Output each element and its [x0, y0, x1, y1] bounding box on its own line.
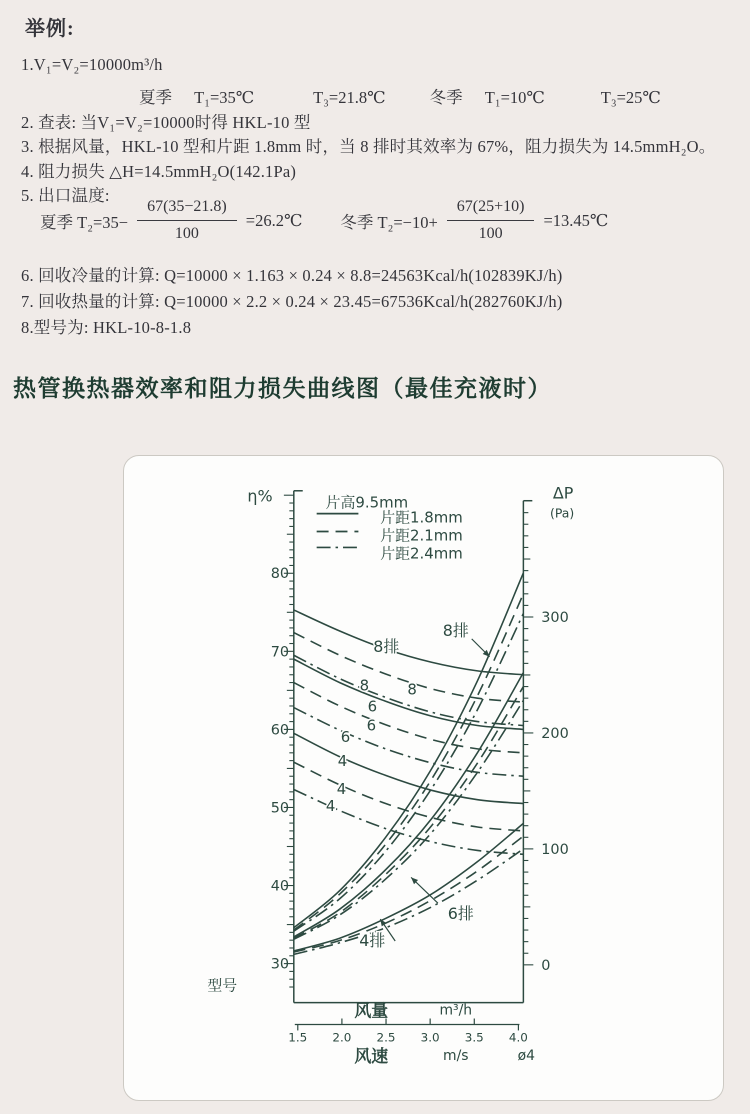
svg-text:η%: η%: [247, 486, 273, 506]
svg-text:6: 6: [366, 716, 377, 735]
summer-fraction-denominator: 100: [174, 225, 199, 242]
example-line-7: 7. 回收热量的计算: Q=10000 × 2.2 × 0.24 × 23.45=67536Kcal/h(282760KJ/h): [21, 292, 563, 311]
svg-text:风量: 风量: [354, 1000, 389, 1021]
season-label-summer: 夏季: [139, 88, 172, 107]
svg-text:ø4: ø4: [517, 1048, 536, 1065]
winter-t1: T₁=10℃: [484, 88, 545, 107]
winter-t3: T₃=25℃: [600, 88, 661, 107]
svg-text:2.0: 2.0: [332, 1030, 352, 1045]
efficiency-pressure-chart: [124, 456, 723, 1100]
example-line-3: 3. 根据风量，HKL-10 型和片距 1.8mm 时，当 8 排时其效率为 67%，阻力损失为 14.5mmH₂O。: [21, 137, 716, 156]
season-label-winter: 冬季: [429, 88, 463, 107]
svg-text:0: 0: [541, 957, 551, 974]
season-temperature-row: [139, 84, 661, 108]
svg-text:3.5: 3.5: [464, 1030, 484, 1045]
example-line-8: 8.型号为: HKL-10-8-1.8: [21, 318, 192, 337]
outlet-temperature-formulas: [40, 197, 608, 244]
svg-text:30: 30: [270, 956, 290, 973]
svg-text:8: 8: [407, 680, 417, 699]
svg-text:8: 8: [359, 676, 370, 695]
svg-text:6: 6: [367, 697, 378, 716]
summer-formula-result: =26.2℃: [245, 210, 303, 230]
chart-panel: [123, 455, 724, 1101]
example-title: 举例:: [25, 18, 75, 40]
svg-text:80: 80: [270, 566, 290, 583]
svg-text:m³/h: m³/h: [439, 1002, 473, 1019]
winter-fraction-denominator: 100: [478, 225, 503, 242]
winter-fraction-numerator: 67(25+10): [447, 197, 535, 221]
svg-text:片距2.1mm: 片距2.1mm: [380, 526, 463, 545]
example-line-2: 2. 查表: 当V₁=V₂=10000时得 HKL-10 型: [21, 113, 311, 132]
svg-text:200: 200: [541, 725, 569, 742]
svg-text:8排: 8排: [373, 636, 400, 656]
svg-text:4排: 4排: [359, 930, 386, 950]
example-line-5: 5. 出口温度:: [21, 186, 110, 205]
svg-text:片距2.4mm: 片距2.4mm: [380, 544, 463, 563]
chart-section-heading: 热管换热器效率和阻力损失曲线图（最佳充液时）: [13, 376, 552, 402]
svg-text:70: 70: [270, 644, 290, 661]
winter-formula-prefix: 冬季 T₂=−10+: [340, 212, 438, 232]
winter-fraction: [447, 197, 535, 244]
svg-text:片高9.5mm: 片高9.5mm: [325, 493, 409, 512]
svg-text:300: 300: [541, 609, 569, 626]
summer-fraction: [137, 197, 237, 244]
example-line-4: 4. 阻力损失 △H=14.5mmH₂O(142.1Pa): [21, 162, 297, 181]
svg-text:4: 4: [337, 752, 348, 771]
svg-text:型号: 型号: [207, 976, 238, 995]
svg-text:ΔP: ΔP: [552, 483, 574, 503]
summer-t1: T₁=35℃: [194, 88, 255, 107]
svg-text:8排: 8排: [442, 620, 469, 640]
svg-text:40: 40: [270, 878, 290, 895]
summer-formula-prefix: 夏季 T₂=35−: [40, 212, 129, 232]
svg-text:m/s: m/s: [443, 1048, 469, 1065]
winter-formula-result: =13.45℃: [543, 210, 609, 230]
svg-text:4: 4: [325, 796, 336, 815]
svg-text:风速: 风速: [354, 1046, 389, 1067]
svg-text:50: 50: [270, 800, 290, 817]
svg-text:100: 100: [541, 841, 569, 858]
svg-text:6: 6: [340, 728, 351, 747]
svg-text:1.5: 1.5: [288, 1030, 308, 1045]
summer-t3: T₃=21.8℃: [313, 88, 386, 107]
svg-text:2.5: 2.5: [376, 1030, 396, 1045]
svg-text:(Pa): (Pa): [550, 505, 575, 521]
example-line-1: 1.V₁=V₂=10000m³/h: [21, 55, 163, 74]
svg-text:片距1.8mm: 片距1.8mm: [380, 508, 463, 527]
summer-fraction-numerator: 67(35−21.8): [137, 197, 237, 221]
svg-text:4.0: 4.0: [508, 1030, 528, 1045]
svg-text:6排: 6排: [447, 904, 474, 924]
svg-text:60: 60: [270, 722, 290, 739]
svg-text:4: 4: [336, 779, 347, 798]
example-line-6: 6. 回收冷量的计算: Q=10000 × 1.163 × 0.24 × 8.8=24563Kcal/h(102839KJ/h): [21, 266, 563, 285]
svg-text:3.0: 3.0: [420, 1030, 440, 1045]
